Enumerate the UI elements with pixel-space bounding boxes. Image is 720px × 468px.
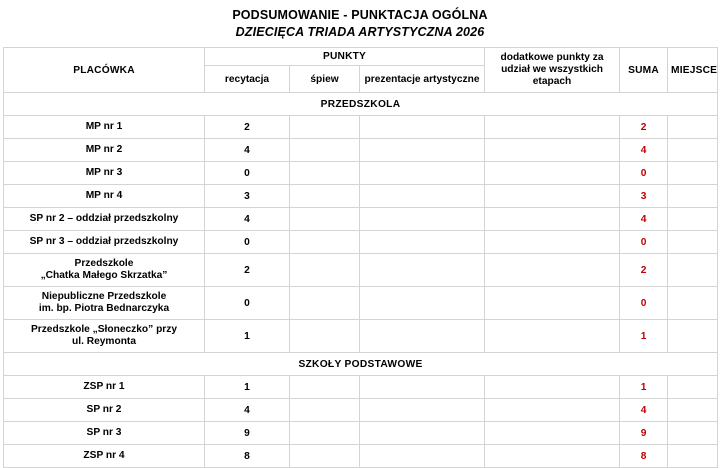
cell-dodatkowe-score (485, 162, 620, 185)
cell-suma-total: 0 (620, 231, 668, 254)
table-row (4, 185, 718, 208)
cell-miejsce-rank (668, 399, 718, 422)
cell-spiew-score (290, 320, 360, 353)
cell-miejsce-rank (668, 116, 718, 139)
cell-suma-total: 4 (620, 208, 668, 231)
cell-prezentacje-score (360, 139, 485, 162)
cell-institution-name: MP nr 3 (4, 162, 205, 185)
cell-spiew-score (290, 116, 360, 139)
cell-dodatkowe-score (485, 287, 620, 320)
section-header-label: SZKOŁY PODSTAWOWE (4, 353, 718, 376)
cell-dodatkowe-score (485, 116, 620, 139)
cell-institution-name: ZSP nr 4 (4, 445, 205, 468)
cell-suma-total: 4 (620, 399, 668, 422)
cell-institution-name: SP nr 2 (4, 399, 205, 422)
cell-prezentacje-score (360, 231, 485, 254)
table-row (4, 254, 718, 287)
cell-prezentacje-score (360, 376, 485, 399)
cell-spiew-score (290, 208, 360, 231)
cell-prezentacje-score (360, 320, 485, 353)
cell-prezentacje-score (360, 399, 485, 422)
cell-miejsce-rank (668, 185, 718, 208)
cell-recytacja-score: 1 (205, 376, 290, 399)
cell-institution-name: Przedszkole „Chatka Małego Skrzatka” (4, 254, 205, 287)
column-header-punkty-group: PUNKTY (205, 48, 485, 66)
cell-spiew-score (290, 139, 360, 162)
column-header-suma: SUMA (620, 48, 668, 93)
cell-miejsce-rank (668, 162, 718, 185)
cell-dodatkowe-score (485, 445, 620, 468)
cell-dodatkowe-score (485, 422, 620, 445)
table-row (4, 376, 718, 399)
cell-dodatkowe-score (485, 139, 620, 162)
cell-institution-name: MP nr 2 (4, 139, 205, 162)
cell-dodatkowe-score (485, 399, 620, 422)
cell-recytacja-score: 1 (205, 320, 290, 353)
cell-institution-name: Niepubliczne Przedszkole im. bp. Piotra Bednarczyka (4, 287, 205, 320)
table-row (4, 399, 718, 422)
cell-miejsce-rank (668, 231, 718, 254)
cell-spiew-score (290, 399, 360, 422)
cell-suma-total: 4 (620, 139, 668, 162)
cell-spiew-score (290, 254, 360, 287)
document-title-subtitle: DZIECIĘCA TRIADA ARTYSTYCZNA 2026 (235, 25, 485, 39)
cell-recytacja-score: 4 (205, 139, 290, 162)
cell-institution-name: Przedszkole „Słoneczko” przy ul. Reymonta (4, 320, 205, 353)
column-header-spiew: śpiew (290, 66, 360, 93)
cell-miejsce-rank (668, 287, 718, 320)
cell-institution-name: ZSP nr 1 (4, 376, 205, 399)
cell-recytacja-score: 0 (205, 162, 290, 185)
document-title-main: PODSUMOWANIE - PUNKTACJA OGÓLNA (232, 8, 488, 22)
cell-suma-total: 3 (620, 185, 668, 208)
cell-institution-name: MP nr 1 (4, 116, 205, 139)
cell-miejsce-rank (668, 254, 718, 287)
cell-suma-total: 1 (620, 376, 668, 399)
cell-spiew-score (290, 231, 360, 254)
table-row (4, 287, 718, 320)
cell-institution-name: MP nr 4 (4, 185, 205, 208)
document-title-block (0, 0, 720, 40)
cell-prezentacje-score (360, 422, 485, 445)
table-row (4, 422, 718, 445)
table-row (4, 139, 718, 162)
cell-institution-name: SP nr 3 – oddział przedszkolny (4, 231, 205, 254)
cell-spiew-score (290, 162, 360, 185)
table-row (4, 231, 718, 254)
cell-prezentacje-score (360, 116, 485, 139)
cell-miejsce-rank (668, 445, 718, 468)
cell-dodatkowe-score (485, 254, 620, 287)
cell-prezentacje-score (360, 162, 485, 185)
column-header-placowka: PLACÓWKA (4, 48, 205, 93)
cell-suma-total: 0 (620, 162, 668, 185)
column-header-recytacja: recytacja (205, 66, 290, 93)
cell-dodatkowe-score (485, 231, 620, 254)
cell-suma-total: 2 (620, 116, 668, 139)
cell-prezentacje-score (360, 208, 485, 231)
cell-institution-name: SP nr 2 – oddział przedszkolny (4, 208, 205, 231)
cell-recytacja-score: 0 (205, 231, 290, 254)
cell-recytacja-score: 4 (205, 399, 290, 422)
table-row (4, 162, 718, 185)
column-header-dodatkowe: dodatkowe punkty za udział we wszystkich etapach (485, 48, 620, 93)
cell-institution-name: SP nr 3 (4, 422, 205, 445)
cell-suma-total: 9 (620, 422, 668, 445)
cell-recytacja-score: 8 (205, 445, 290, 468)
table-row (4, 208, 718, 231)
cell-miejsce-rank (668, 422, 718, 445)
cell-recytacja-score: 9 (205, 422, 290, 445)
cell-miejsce-rank (668, 376, 718, 399)
table-body (4, 93, 718, 468)
section-header-row (4, 353, 718, 376)
cell-suma-total: 1 (620, 320, 668, 353)
cell-recytacja-score: 0 (205, 287, 290, 320)
cell-spiew-score (290, 422, 360, 445)
cell-suma-total: 8 (620, 445, 668, 468)
cell-dodatkowe-score (485, 376, 620, 399)
table-row (4, 320, 718, 353)
scoreboard-table-container (3, 47, 717, 468)
header-row-top (4, 48, 718, 66)
section-header-label: PRZEDSZKOLA (4, 93, 718, 116)
column-header-miejsce: MIEJSCE (668, 48, 718, 93)
cell-spiew-score (290, 185, 360, 208)
cell-miejsce-rank (668, 208, 718, 231)
cell-prezentacje-score (360, 445, 485, 468)
cell-spiew-score (290, 287, 360, 320)
cell-spiew-score (290, 445, 360, 468)
cell-miejsce-rank (668, 139, 718, 162)
column-header-prezentacje: prezentacje artystyczne (360, 66, 485, 93)
table-row (4, 116, 718, 139)
cell-dodatkowe-score (485, 208, 620, 231)
cell-dodatkowe-score (485, 185, 620, 208)
scoreboard-table (3, 47, 718, 468)
cell-recytacja-score: 3 (205, 185, 290, 208)
cell-prezentacje-score (360, 185, 485, 208)
table-row (4, 445, 718, 468)
table-header (4, 48, 718, 93)
cell-prezentacje-score (360, 254, 485, 287)
cell-prezentacje-score (360, 287, 485, 320)
cell-spiew-score (290, 376, 360, 399)
cell-suma-total: 2 (620, 254, 668, 287)
cell-miejsce-rank (668, 320, 718, 353)
cell-recytacja-score: 2 (205, 116, 290, 139)
section-header-row (4, 93, 718, 116)
cell-recytacja-score: 2 (205, 254, 290, 287)
cell-recytacja-score: 4 (205, 208, 290, 231)
cell-suma-total: 0 (620, 287, 668, 320)
cell-dodatkowe-score (485, 320, 620, 353)
